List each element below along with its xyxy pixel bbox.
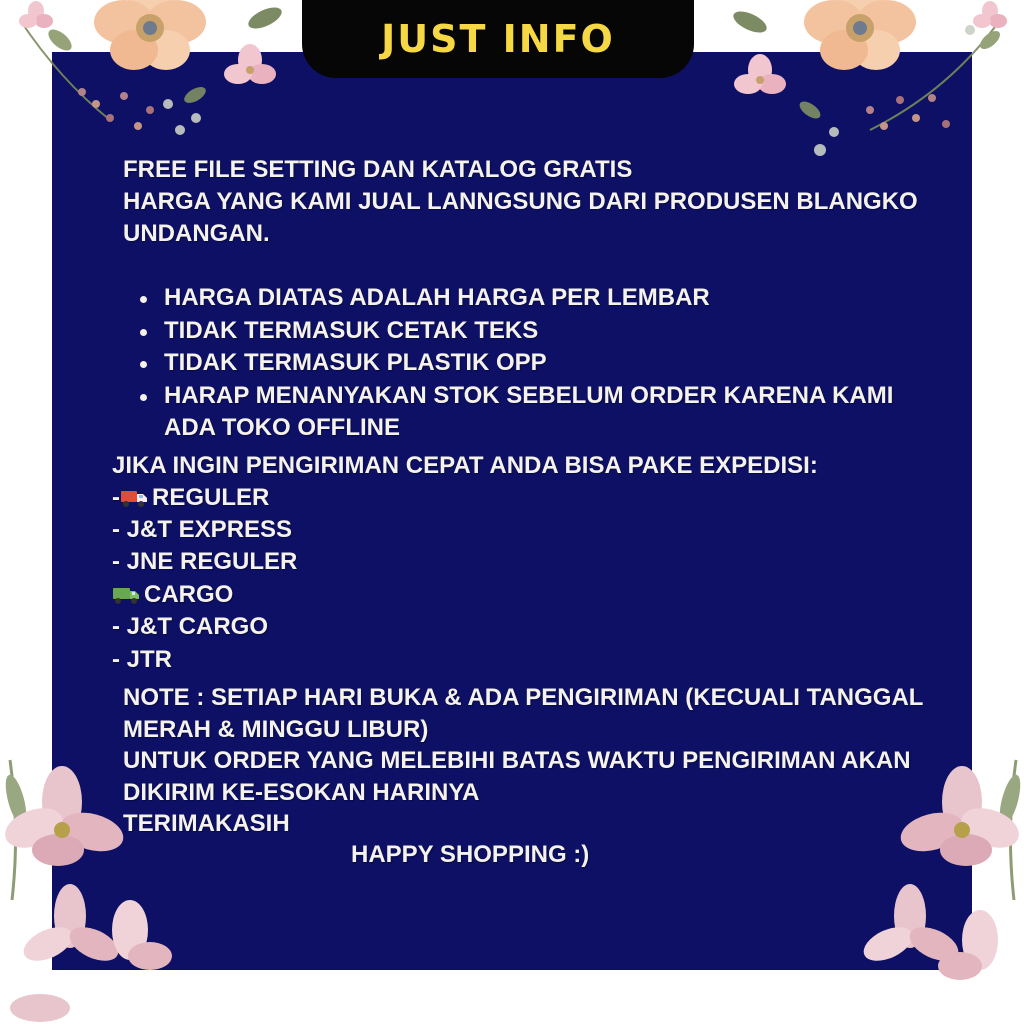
shipping-item [112, 579, 233, 612]
shipping-item-label: CARGO [144, 581, 234, 608]
intro-line-2: HARGA YANG KAMI JUAL LANNGSUNG DARI PRODUSEN BLANGKO [123, 188, 918, 215]
intro-line-3: UNDANGAN. [123, 220, 270, 247]
delivery-truck-icon [120, 488, 148, 508]
bullet-item: TIDAK TERMASUK CETAK TEKS [138, 315, 893, 348]
header-title: JUST INFO [381, 17, 615, 61]
shipping-item [112, 482, 269, 515]
bullet-item: HARAP MENANYAKAN STOK SEBELUM ORDER KARENA KAMI [138, 380, 893, 413]
shipping-item-label: REGULER [152, 484, 270, 511]
shipping-item-prefix: - [112, 484, 120, 511]
thank-you-text: TERIMAKASIH [123, 810, 290, 837]
cargo-truck-icon [112, 585, 140, 605]
intro-line-1: FREE FILE SETTING DAN KATALOG GRATIS [123, 156, 633, 183]
shipping-item: - JNE REGULER [112, 548, 298, 575]
note-line-2: MERAH & MINGGU LIBUR) [123, 716, 429, 743]
note-line-3: UNTUK ORDER YANG MELEBIHI BATAS WAKTU PENGIRIMAN AKAN [123, 747, 911, 774]
shipping-heading: JIKA INGIN PENGIRIMAN CEPAT ANDA BISA PAKE EXPEDISI: [112, 452, 818, 479]
bullet-item: TIDAK TERMASUK PLASTIK OPP [138, 347, 893, 380]
bullet-item: HARGA DIATAS ADALAH HARGA PER LEMBAR [138, 282, 893, 315]
note-line-1: NOTE : SETIAP HARI BUKA & ADA PENGIRIMAN (KECUALI TANGGAL [123, 684, 924, 711]
shipping-item: - J&T CARGO [112, 613, 268, 640]
notes-bullet-list [138, 282, 893, 412]
shipping-item: - JTR [112, 646, 172, 673]
note-line-4: DIKIRIM KE-ESOKAN HARINYA [123, 779, 480, 806]
happy-shopping-text: HAPPY SHOPPING :) [351, 841, 590, 868]
shipping-item: - J&T EXPRESS [112, 516, 293, 543]
bullet-item-continuation: ADA TOKO OFFLINE [164, 414, 400, 441]
